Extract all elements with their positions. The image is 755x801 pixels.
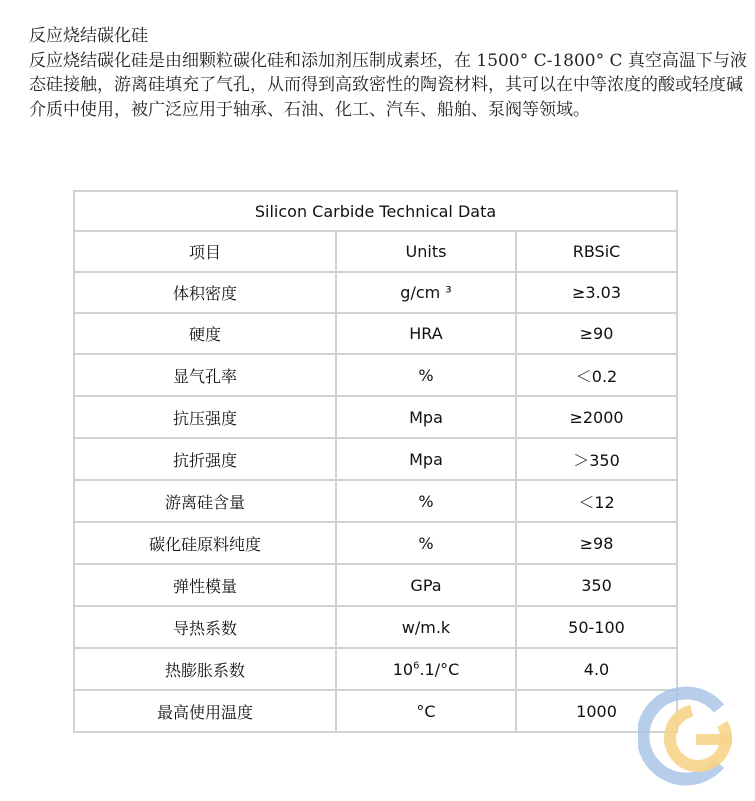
row-value: ＜12 xyxy=(516,480,677,522)
row-units: Mpa xyxy=(336,396,516,438)
logo-bar xyxy=(696,734,732,745)
table-row xyxy=(74,354,677,396)
row-item: 硬度 xyxy=(74,313,336,354)
row-units: Mpa xyxy=(336,438,516,480)
row-units: % xyxy=(336,522,516,564)
table-row xyxy=(74,313,677,354)
table-row xyxy=(74,272,677,313)
row-item: 热膨胀系数 xyxy=(74,648,336,690)
row-units: HRA xyxy=(336,313,516,354)
row-value: ≥98 xyxy=(516,522,677,564)
table-row xyxy=(74,480,677,522)
row-value: ≥90 xyxy=(516,313,677,354)
table-header-row xyxy=(74,231,677,272)
intro-text xyxy=(29,24,749,122)
table-row xyxy=(74,396,677,438)
row-item: 抗压强度 xyxy=(74,396,336,438)
row-value: 50-100 xyxy=(516,606,677,648)
row-value: ＜0.2 xyxy=(516,354,677,396)
row-value: ＞350 xyxy=(516,438,677,480)
table-row xyxy=(74,690,677,732)
header-value: RBSiC xyxy=(516,231,677,272)
units-base: 10 xyxy=(392,659,414,679)
row-item: 抗折强度 xyxy=(74,438,336,480)
row-item: 最高使用温度 xyxy=(74,690,336,732)
table-row xyxy=(74,522,677,564)
row-value: 350 xyxy=(516,564,677,606)
header-units: Units xyxy=(336,231,516,272)
table-row xyxy=(74,564,677,606)
row-units: % xyxy=(336,354,516,396)
row-units: g/cm ³ xyxy=(336,272,516,313)
row-value: 4.0 xyxy=(516,648,677,690)
row-item: 导热系数 xyxy=(74,606,336,648)
row-item: 游离硅含量 xyxy=(74,480,336,522)
row-units: % xyxy=(336,480,516,522)
header-item: 项目 xyxy=(74,231,336,272)
row-units: w/m.k xyxy=(336,606,516,648)
units-exponent: 6 xyxy=(413,660,420,672)
row-item: 弹性模量 xyxy=(74,564,336,606)
technical-data-table xyxy=(73,190,678,733)
table-row xyxy=(74,438,677,480)
intro-body: 反应烧结碳化硅是由细颗粒碳化硅和添加剂压制成素坯，在 1500° C-1800° C 真空高温下与液态硅接触，游离硅填充了气孔，从而得到高致密性的陶瓷材料，其可以在中等浓度的酸或轻度碱介质中使用，被广泛应用于轴承、石油、化工、汽车、船舶、泵阀等领域。 xyxy=(29,50,747,120)
row-item: 体积密度 xyxy=(74,272,336,313)
row-value: ≥3.03 xyxy=(516,272,677,313)
row-value: 1000 xyxy=(516,690,677,732)
company-logo-watermark xyxy=(638,676,752,796)
row-units: GPa xyxy=(336,564,516,606)
row-value: ≥2000 xyxy=(516,396,677,438)
intro-heading: 反应烧结碳化硅 xyxy=(29,26,148,46)
table-row xyxy=(74,648,677,690)
units-rest: .1/°C xyxy=(419,659,460,679)
row-item: 碳化硅原料纯度 xyxy=(74,522,336,564)
row-units xyxy=(336,648,516,690)
row-units: °C xyxy=(336,690,516,732)
table-title: Silicon Carbide Technical Data xyxy=(74,191,677,231)
row-item: 显气孔率 xyxy=(74,354,336,396)
table-row xyxy=(74,606,677,648)
